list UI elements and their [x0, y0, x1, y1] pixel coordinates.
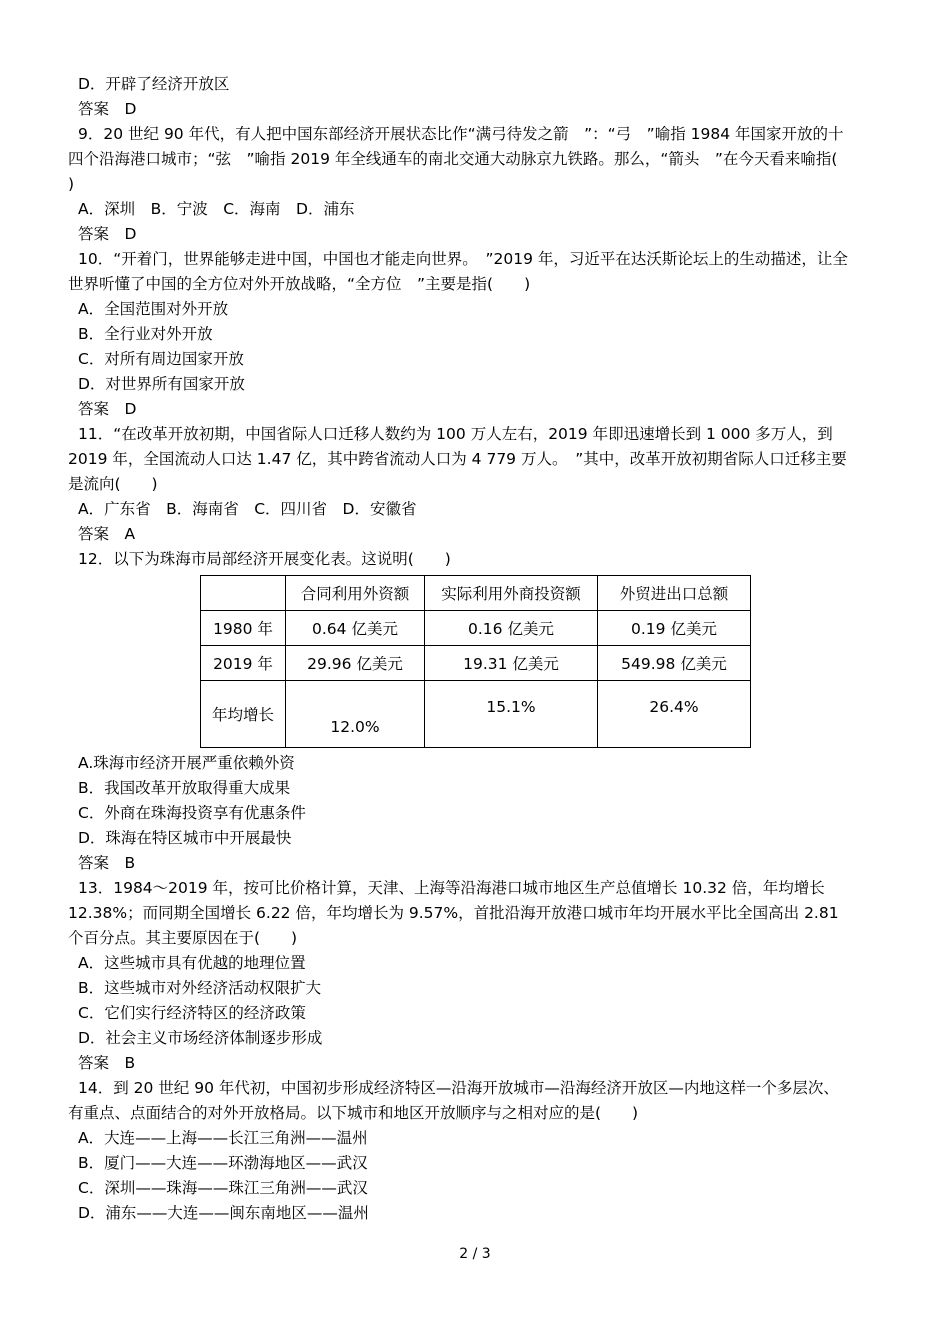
- question-line: 是流向( ): [68, 475, 158, 493]
- table-cell: 1980 年: [201, 611, 286, 646]
- option-line: A.珠海市经济开展严重依赖外资: [78, 754, 295, 772]
- table-header-cell: [201, 576, 286, 611]
- option-line: A．大连——上海——长江三角洲——温州: [78, 1129, 368, 1147]
- option-line: C．深圳——珠海——珠江三角洲——武汉: [78, 1179, 368, 1197]
- question-line: 四个沿海港口城市；“弦 ”喻指 2019 年全线通车的南北交通大动脉京九铁路。那么，“箭头 ”在今天看来喻指(: [68, 150, 838, 168]
- answer-line: 答案 A: [78, 525, 136, 543]
- table-cell: [286, 681, 425, 748]
- table-cell: 19.31 亿美元: [425, 646, 598, 681]
- question-line: ): [68, 175, 75, 193]
- question-line: 12.38%；而同期全国增长 6.22 倍，年均增长为 9.57%，首批沿海开放港口城市年均开展水平比全国高出 2.81: [68, 904, 839, 922]
- option-line: A．深圳 B．宁波 C．海南 D．浦东: [78, 200, 355, 218]
- page-number: 2 / 3: [459, 1246, 491, 1262]
- option-line: B．这些城市对外经济活动权限扩大: [78, 979, 322, 997]
- question-line: 14．到 20 世纪 90 年代初，中国初步形成经济特区—沿海开放城市—沿海经济开放区—内地这样一个多层次、: [78, 1079, 839, 1097]
- question-line: 12．以下为珠海市局部经济开展变化表。这说明( ): [78, 550, 451, 568]
- option-line: C．它们实行经济特区的经济政策: [78, 1004, 306, 1022]
- table-cell: [425, 681, 598, 748]
- question-line: 13．1984～2019 年，按可比价格计算，天津、上海等沿海港口城市地区生产总值增长 10.32 倍，年均增长: [78, 879, 825, 897]
- option-line: D．浦东——大连——闽东南地区——温州: [78, 1204, 369, 1222]
- table-cell: 年均增长: [201, 681, 286, 748]
- option-line: A．广东省 B．海南省 C．四川省 D．安徽省: [78, 500, 417, 518]
- answer-line: 答案 B: [78, 1054, 136, 1072]
- table-row: [201, 681, 751, 748]
- table-cell: 2019 年: [201, 646, 286, 681]
- table-cell-value: 26.4%: [649, 698, 699, 716]
- question-line: 个百分点。其主要原因在于( ): [68, 929, 298, 947]
- answer-line: 答案 D: [78, 225, 137, 243]
- table-header-cell: 外贸进出口总额: [598, 576, 751, 611]
- table-cell: [598, 681, 751, 748]
- option-line: C．对所有周边国家开放: [78, 350, 244, 368]
- table-cell-value: 15.1%: [486, 698, 536, 716]
- option-line: A．这些城市具有优越的地理位置: [78, 954, 306, 972]
- option-line: B．厦门——大连——环渤海地区——武汉: [78, 1154, 368, 1172]
- answer-line: 答案 D: [78, 400, 137, 418]
- table-header-cell: 合同利用外资额: [286, 576, 425, 611]
- option-line: A．全国范围对外开放: [78, 300, 229, 318]
- option-line: B．我国改革开放取得重大成果: [78, 779, 291, 797]
- zhuhai-economy-table: [200, 575, 751, 748]
- option-line: D．社会主义市场经济体制逐步形成: [78, 1029, 323, 1047]
- option-line: B．全行业对外开放: [78, 325, 213, 343]
- question-line: 有重点、点面结合的对外开放格局。以下城市和地区开放顺序与之相对应的是( ): [68, 1104, 639, 1122]
- question-line: 10．“开着门，世界能够走进中国，中国也才能走向世界。 ”2019 年，习近平在达沃斯论坛上的生动描述，让全: [78, 250, 848, 268]
- table-header-row: [201, 576, 751, 611]
- table-cell: 0.64 亿美元: [286, 611, 425, 646]
- answer-line: 答案 D: [78, 100, 137, 118]
- question-line: 9．20 世纪 90 年代，有人把中国东部经济开展状态比作“满弓待发之箭 ”：“弓 ”喻指 1984 年国家开放的十: [78, 125, 844, 143]
- question-line: 2019 年，全国流动人口达 1.47 亿，其中跨省流动人口为 4 779 万人。 ”其中，改革开放初期省际人口迁移主要: [68, 450, 847, 468]
- question-line: 11．“在改革开放初期，中国省际人口迁移人数约为 100 万人左右，2019 年即迅速增长到 1 000 多万人，到: [78, 425, 833, 443]
- answer-line: 答案 B: [78, 854, 136, 872]
- table-cell: 549.98 亿美元: [598, 646, 751, 681]
- table-cell: 29.96 亿美元: [286, 646, 425, 681]
- table-cell-value: 12.0%: [330, 718, 380, 736]
- document-body: [68, 72, 892, 1226]
- table-cell: 0.19 亿美元: [598, 611, 751, 646]
- option-line: C．外商在珠海投资享有优惠条件: [78, 804, 306, 822]
- option-line: D．珠海在特区城市中开展最快: [78, 829, 292, 847]
- option-line: D．对世界所有国家开放: [78, 375, 245, 393]
- option-line: D．开辟了经济开放区: [78, 75, 230, 93]
- table-row: [201, 611, 751, 646]
- question-line: 世界听懂了中国的全方位对外开放战略，“全方位 ”主要是指( ): [68, 275, 531, 293]
- table-row: [201, 646, 751, 681]
- table-header-cell: 实际利用外商投资额: [425, 576, 598, 611]
- table-cell: 0.16 亿美元: [425, 611, 598, 646]
